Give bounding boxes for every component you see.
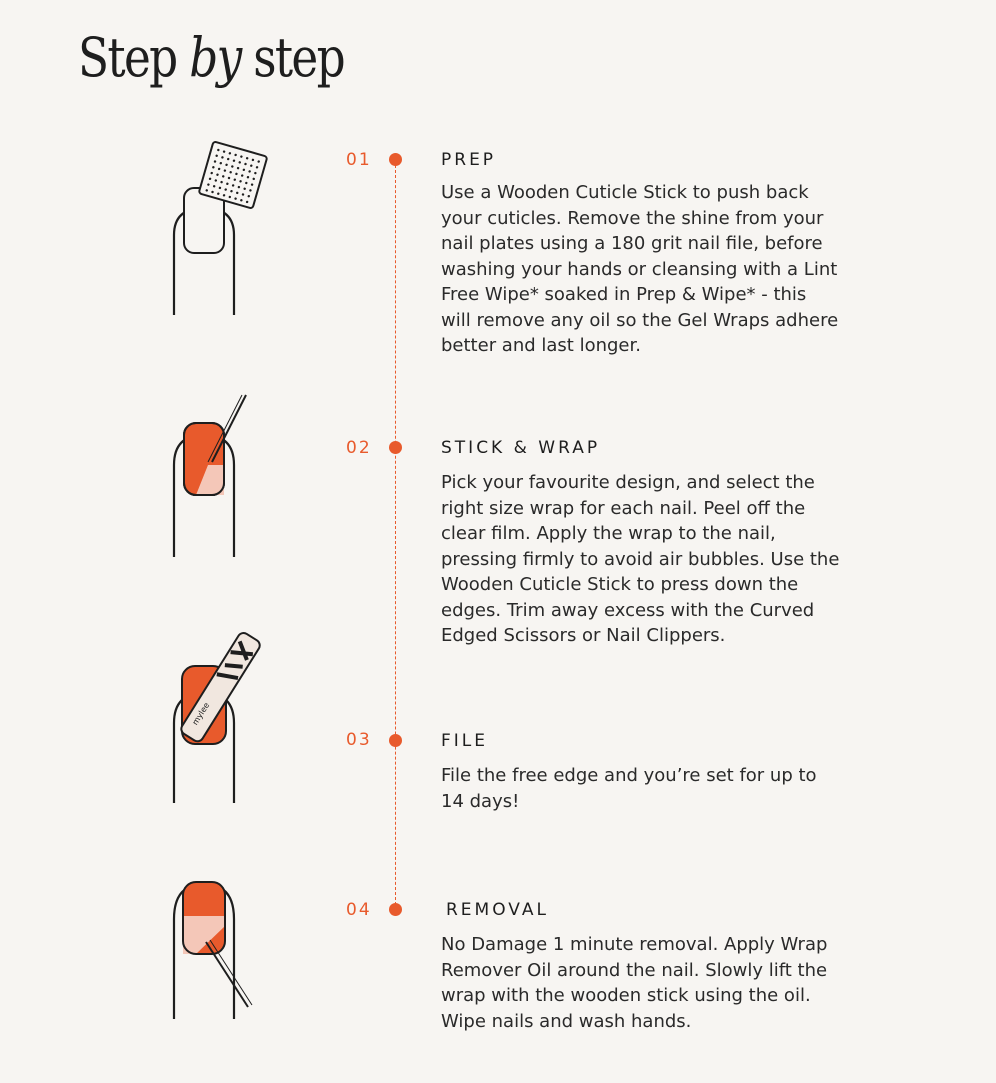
timeline-dot [389, 903, 402, 916]
title-start: Step [78, 26, 177, 89]
title-emphasis: by [189, 26, 241, 89]
timeline-dot [389, 441, 402, 454]
step-number: 04 [346, 900, 372, 920]
step-body: No Damage 1 minute removal. Apply Wrap Remover Oil around the nail. Slowly lift the wrap with the wooden stick using the oil. Wipe nails and wash hands. [441, 934, 828, 1032]
step-title: FILE [441, 731, 489, 751]
page-title [78, 26, 344, 89]
step-title: STICK & WRAP [441, 438, 601, 458]
step-body: Pick your favourite design, and select the right size wrap for each nail. Peel off the clear film. Apply the wrap to the nail, pressing firmly to avoid air bubbles. Use the Wooden Cuticle Stick to press down the edges. Trim away excess with the Curved Edged Scissors or Nail Clippers. [441, 472, 840, 646]
finger-with-cuticle-stick-icon [168, 390, 278, 560]
finger-with-nail-file-icon [168, 628, 278, 808]
timeline-dot [389, 153, 402, 166]
step-number: 03 [346, 730, 372, 750]
timeline-line [395, 160, 396, 910]
file-brand-label: mylee [190, 700, 212, 727]
step-body: File the free edge and you’re set for up to 14 days! [441, 765, 817, 812]
finger-with-nail-file-icon [168, 140, 278, 320]
step-number: 02 [346, 438, 372, 458]
finger-with-removal-stick-icon [168, 874, 278, 1024]
timeline-dot [389, 734, 402, 747]
step-title: PREP [441, 150, 497, 170]
step-number: 01 [346, 150, 372, 170]
title-end: step [253, 26, 344, 89]
step-title: REMOVAL [446, 900, 549, 920]
step-body: Use a Wooden Cuticle Stick to push back your cuticles. Remove the shine from your nail plates using a 180 grit nail file, before washing your hands or cleansing with a Lint Free Wipe* soaked in Prep & Wipe* - this will remove any oil so the Gel Wraps adhere better and last longer. [441, 182, 839, 356]
